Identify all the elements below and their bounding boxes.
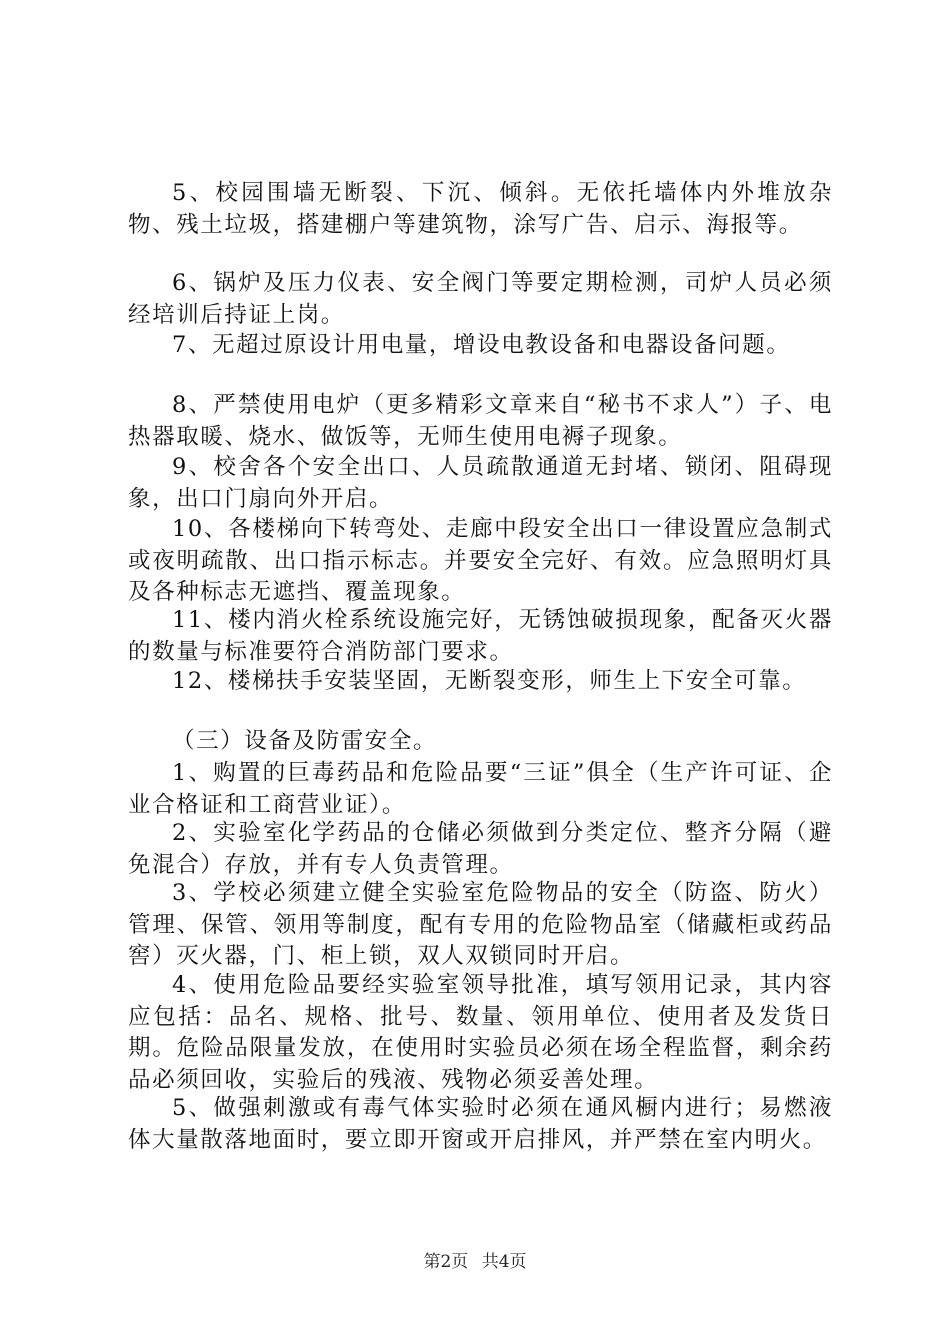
paragraph-9: 1、购置的巨毒药品和危险品要“三证”俱全（生产许可证、企业合格证和工商营业证）。 — [128, 760, 833, 818]
paragraph-1: 5、校园围墙无断裂、下沉、倾斜。无依托墙体内外堆放杂物、残土垃圾，搭建棚户等建筑物，涂写广告、启示、海报等。 — [128, 180, 833, 238]
paragraph-12: 4、使用危险品要经实验室领导批准，填写领用记录，其内容应包括：品名、规格、批号、数量、领用单位、使用者及发货日期。危险品限量发放，在使用时实验员必须在场全程监督，剩余药品必须回收，实验后的残液、残物必须妥善处理。 — [128, 972, 833, 1093]
paragraph-11: 3、学校必须建立健全实验室危险物品的安全（防盗、防火）管理、保管、领用等制度，配有专用的危险物品室（储藏柜或药品窖）灭火器，门、柜上锁，双人双锁同时开启。 — [128, 880, 833, 969]
section-heading: （三）设备及防雷安全。 — [172, 728, 438, 754]
paragraph-10: 2、实验室化学药品的仓储必须做到分类定位、整齐分隔（避免混合）存放，并有专人负责管理。 — [128, 820, 833, 878]
page-footer — [0, 1247, 950, 1272]
page-number: 第2页 — [423, 1252, 469, 1272]
page-total: 共4页 — [481, 1252, 527, 1272]
paragraph-13: 5、做强刺激或有毒气体实验时必须在通风橱内进行；易燃液体大量散落地面时，要立即开窗或开启排风，并严禁在室内明火。 — [128, 1095, 833, 1153]
paragraph-6: 10、各楼梯向下转弯处、走廊中段安全出口一律设置应急制式或夜明疏散、出口指示标志。并要安全完好、有效。应急照明灯具及各种标志无遮挡、覆盖现象。 — [128, 516, 833, 605]
paragraph-5: 9、校舍各个安全出口、人员疏散通道无封堵、锁闭、阻碍现象，出口门扇向外开启。 — [128, 454, 833, 512]
paragraph-2: 6、锅炉及压力仪表、安全阀门等要定期检测，司炉人员必须经培训后持证上岗。 — [128, 270, 833, 328]
paragraph-7: 11、楼内消火栓系统设施完好，无锈蚀破损现象，配备灭火器的数量与标准要符合消防部门要求。 — [128, 607, 833, 665]
paragraph-4: 8、严禁使用电炉（更多精彩文章来自“秘书不求人”）子、电热器取暖、烧水、做饭等，无师生使用电褥子现象。 — [128, 392, 833, 450]
paragraph-3: 7、无超过原设计用电量，增设电教设备和电器设备问题。 — [172, 332, 791, 358]
paragraph-8: 12、楼梯扶手安装坚固，无断裂变形，师生上下安全可靠。 — [172, 668, 807, 694]
